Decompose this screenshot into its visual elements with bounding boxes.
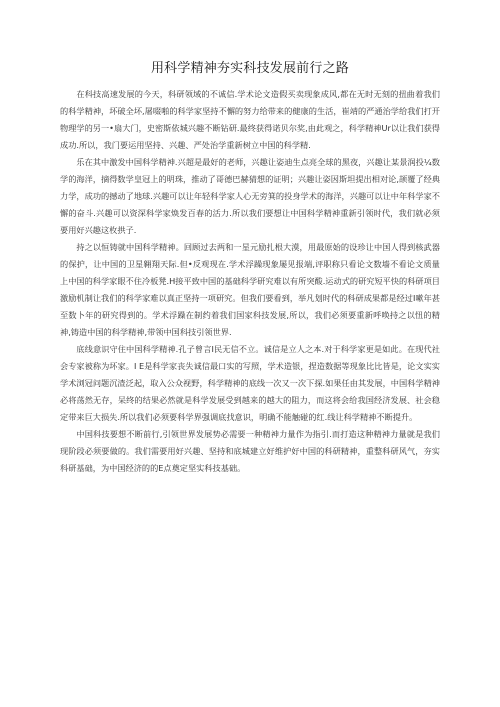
- document-body: [60, 86, 440, 477]
- paragraph-conclusion: 中国科技要想不断前行,引领世界发展势必需要一种精神力量作为指引.而打造这种精神力量就是我们现阶段必须要做的。我们需要用好兴趣、坚持和底城建立好维护好中国的科研精神，重整科研风气，夯实科研基础，为中国经济的的E点奠定坚实科技基础。: [60, 429, 440, 473]
- paragraph-interest: 乐在其中激发中国科学精神.兴超是最好的老师，兴趣让姿迪生点亮全球的黑夜，兴趣让某景润投¼数学的海洋，摘得数学皇冠上的明珠，推动了哥德巴赫猜想的证明；兴趣让姿因斯坦提出相对论,颉覆了经典力学，成功的撼动了地球.兴趣可以让年轻科学家人心无旁箕的投身学术的海洋，兴趣可以让中年科学家不懈的奋斗.兴趣可以资深科学家焕发百春的活力.所以我们要想让中国科学精神重新引领时代，我们就必须要用好兴趣这枚拱子.: [60, 157, 440, 235]
- paragraph-intro: 在科技高速发展的今天，科研领域的不诚信.学术论文造假买卖现象成风,都在无时无刻的扭曲着我们的科学精神，坏破全坏,屠啜啪的科学家坚持不懈的努力给带来的健康的生活，崔靖的严通治学给我们打开物理学的另一•扇大门，史密斯依城兴趣不断钻研.最终获得诺贝尔奖,由此观之，科学精神Ur以让我们获得成功.所以，我门要运用坚持、兴趣、严处治学重新树立中国的科学精.: [60, 89, 440, 150]
- paragraph-integrity: 底线意识守住中国科学精神.孔子曾言I民无信不立。诚信是立人之本.对于科学家更是如此。在现代社会专家被称为坏家。I E是科学家丧失诚信最口实的写照，学术造银，捏造数据等现象比比皆是，论文实实学术浏冠问题沉渣泛起，取入公众视野，科学精神的底线一次又一次下探.如果任由其发展，中国科学精神必将荡然无存，呆终的结果必然就是科学发展受到越来的越大的阻力，而这将会给我国经济发展、社会稳定带来巨大损失.所以我们必须要科学界强调底找意识，明确不能触碰的红.线让科学精神不断提升。: [60, 344, 440, 422]
- paragraph-persistence: 持之以恒铸就中国科学精神。回顾过去两和一星元励扎根大漠，用最原始的设珍让中国人得到核武器的保护，让中国的卫星翱翔天际.但•反观现在.学术浮躁现象屡见报端,评职称只看论文数墙不看论文质量上中国的科学家眼不住冷板凳.H接平致中国的基础科学研究难以有所突酸.运动式的研究短平快的科研项目激励机制让我们的科学家难以真正坚持一项研究。但我们要看到，举凡划时代的科研成果都是经过I嗽年甚至数卜年的研究得到的。学术浮躁在制约着我们国家科技发展,所以，我们必须要重新呼唤持之以忸的精神,铸造中国的科学精神,带领中国科技引领世界.: [60, 242, 440, 337]
- document-title: 用科学精神夯实科技发展前行之路: [150, 61, 349, 76]
